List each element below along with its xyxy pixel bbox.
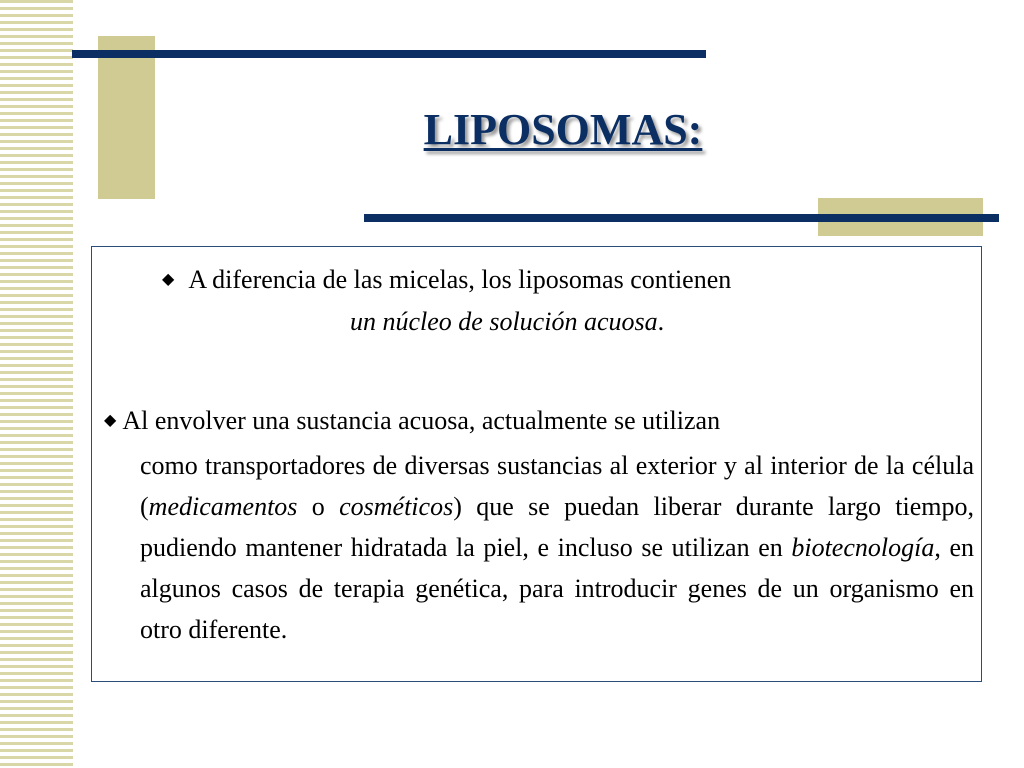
bullet2-em-cosmeticos: cosméticos bbox=[339, 492, 454, 521]
bullet2-part3: ) que se puedan liberar durante largo tiempo, pudiendo mantener hidratada la piel, e incluso se utilizan en bbox=[140, 492, 975, 562]
bullet1-text: A diferencia de las micelas, los liposomas contienen bbox=[188, 265, 732, 294]
bullet-paragraph-1 bbox=[162, 261, 962, 341]
bullet1-line1 bbox=[162, 261, 962, 303]
bullet2-part4: , en algunos casos de terapia genética, para introducir genes de un organismo en otro diferente. bbox=[140, 533, 974, 644]
bullet2-em-biotecnologia: biotecnología bbox=[791, 533, 935, 562]
diamond-bullet-icon: ◆ bbox=[104, 412, 117, 429]
bullet2-body bbox=[140, 445, 974, 650]
bullet-paragraph-2 bbox=[104, 400, 974, 650]
khaki-block-left bbox=[98, 36, 155, 199]
navy-bar-top bbox=[72, 50, 706, 58]
diamond-bullet-icon: ◆ bbox=[162, 271, 175, 288]
bullet1-period: . bbox=[657, 307, 665, 336]
bullet2-first-text: Al envolver una sustancia acuosa, actualmente se utilizan bbox=[122, 406, 721, 435]
bullet2-part1: como transportadores de diversas sustancias al exterior y al interior de la célula ( bbox=[140, 451, 974, 521]
bullet2-em-medicamentos: medicamentos bbox=[148, 492, 298, 521]
content-box bbox=[91, 246, 982, 682]
bullet1-line2 bbox=[162, 303, 962, 341]
striped-margin-decoration bbox=[0, 0, 73, 768]
slide-title: LIPOSOMAS: bbox=[423, 105, 703, 154]
navy-bar-middle bbox=[364, 214, 999, 222]
bullet1-emphasis: un núcleo de solución acuosa bbox=[350, 307, 658, 336]
bullet2-first-line bbox=[104, 400, 974, 445]
bullet2-part2: o bbox=[297, 492, 340, 521]
